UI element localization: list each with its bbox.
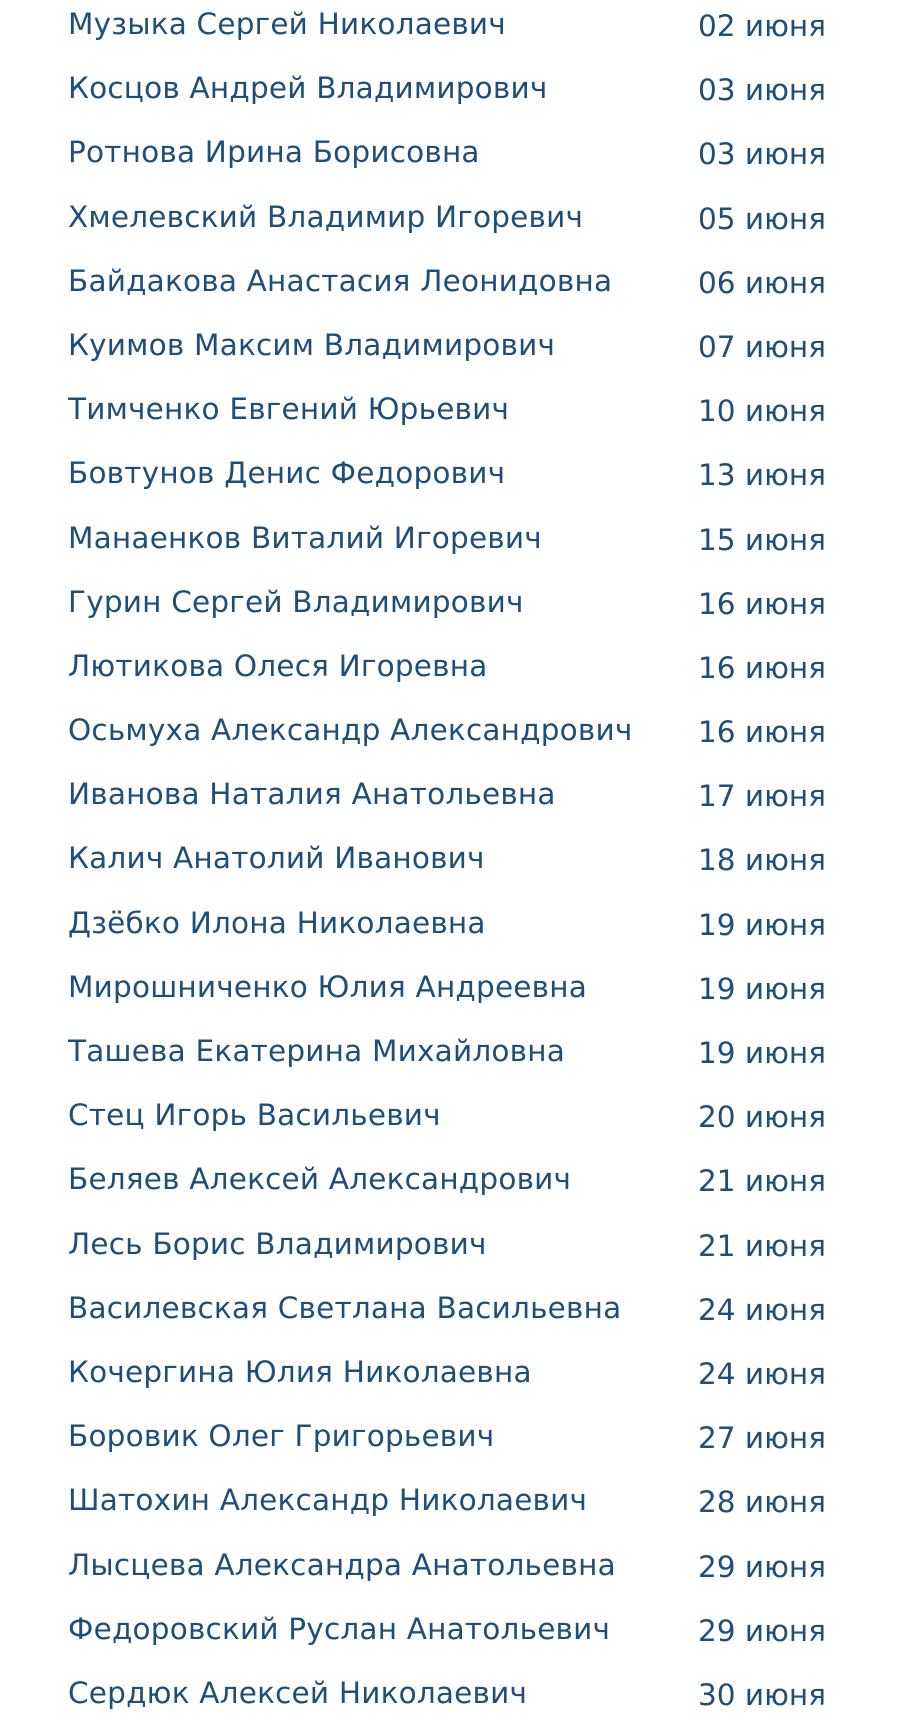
person-name: Мирошниченко Юлия Андреевна [68,969,587,1004]
birthday-date: 24 июня [698,1292,826,1327]
birthday-date: 24 июня [698,1356,826,1391]
list-item [0,445,900,509]
list-item [0,381,900,445]
person-name: Иванова Наталия Анатольевна [68,777,556,812]
list-item [0,1472,900,1536]
person-name: Ташева Екатерина Михайловна [68,1034,565,1068]
list-item [0,1023,900,1087]
person-name: Калич Анатолий Иванович [68,841,485,876]
person-name: Куимов Максим Владимирович [68,327,556,362]
birthday-date: 17 июня [698,779,826,814]
list-item [0,1537,900,1601]
person-name: Гурин Сергей Владимирович [68,584,524,619]
birthday-date: 03 июня [698,137,826,172]
birthday-date: 30 июня [698,1677,826,1712]
birthday-date: 15 июня [698,522,826,557]
birthday-date: 19 июня [698,971,826,1006]
person-name: Байдакова Анастасия Леонидовна [68,263,613,298]
list-item [0,510,900,574]
person-name: Косцов Андрей Владимирович [68,71,548,106]
list-item [0,574,900,638]
birthday-date: 07 июня [698,329,826,364]
birthday-date: 19 июня [698,1036,826,1070]
list-item [0,959,900,1023]
list-item [0,1280,900,1344]
person-name: Лысцева Александра Анатольевна [68,1547,616,1582]
birthday-date: 10 июня [698,394,826,429]
birthday-date: 05 июня [698,201,826,236]
list-item [0,60,900,124]
birthday-date: 19 июня [698,907,826,942]
list-item [0,0,900,60]
list-item [0,124,900,188]
person-name: Лесь Борис Владимирович [68,1226,487,1261]
person-name: Музыка Сергей Николаевич [68,7,506,41]
list-item [0,1408,900,1472]
person-name: Ротнова Ирина Борисовна [68,135,480,170]
birthday-date: 28 июня [698,1485,826,1520]
birthday-date: 02 июня [698,9,826,43]
person-name: Манаенков Виталий Игоревич [68,520,542,555]
list-item [0,1216,900,1280]
person-name: Стец Игорь Васильевич [68,1098,441,1133]
person-name: Осьмуха Александр Александрович [68,713,633,748]
birthday-date: 20 июня [698,1100,826,1135]
person-name: Хмелевский Владимир Игоревич [68,199,584,234]
person-name: Боровик Олег Григорьевич [68,1419,495,1454]
list-item [0,830,900,894]
person-name: Бовтунов Денис Федорович [68,456,506,491]
list-item [0,317,900,381]
birthday-date: 21 июня [698,1164,826,1199]
list-item [0,253,900,317]
birthday-date: 29 июня [698,1549,826,1584]
list-item [0,1601,900,1665]
list-item [0,1087,900,1151]
birthday-date: 03 июня [698,73,826,108]
birthday-date: 27 июня [698,1421,826,1456]
person-name: Лютикова Олеся Игоревна [68,648,488,683]
birthday-date: 16 июня [698,715,826,750]
list-item [0,1151,900,1215]
person-name: Тимченко Евгений Юрьевич [68,392,510,427]
list-item [0,766,900,830]
person-name: Федоровский Руслан Анатольевич [68,1611,611,1646]
list-item [0,1344,900,1408]
person-name: Шатохин Александр Николаевич [68,1483,588,1518]
birthday-date: 21 июня [698,1228,826,1263]
person-name: Кочергина Юлия Николаевна [68,1354,532,1389]
person-name: Василевская Светлана Васильевна [68,1290,622,1325]
person-name: Дзёбко Илона Николаевна [68,905,486,940]
list-item [0,189,900,253]
birthday-date: 29 июня [698,1613,826,1648]
birthday-date: 16 июня [698,586,826,621]
birthday-date: 13 июня [698,458,826,493]
list-item [0,702,900,766]
list-item [0,638,900,702]
list-item [0,895,900,959]
list-item [0,1665,900,1729]
person-name: Беляев Алексей Александрович [68,1162,572,1197]
birthday-date: 18 июня [698,843,826,878]
person-name: Сердюк Алексей Николаевич [68,1675,528,1710]
birthday-date: 06 июня [698,265,826,300]
birthday-date: 16 июня [698,650,826,685]
